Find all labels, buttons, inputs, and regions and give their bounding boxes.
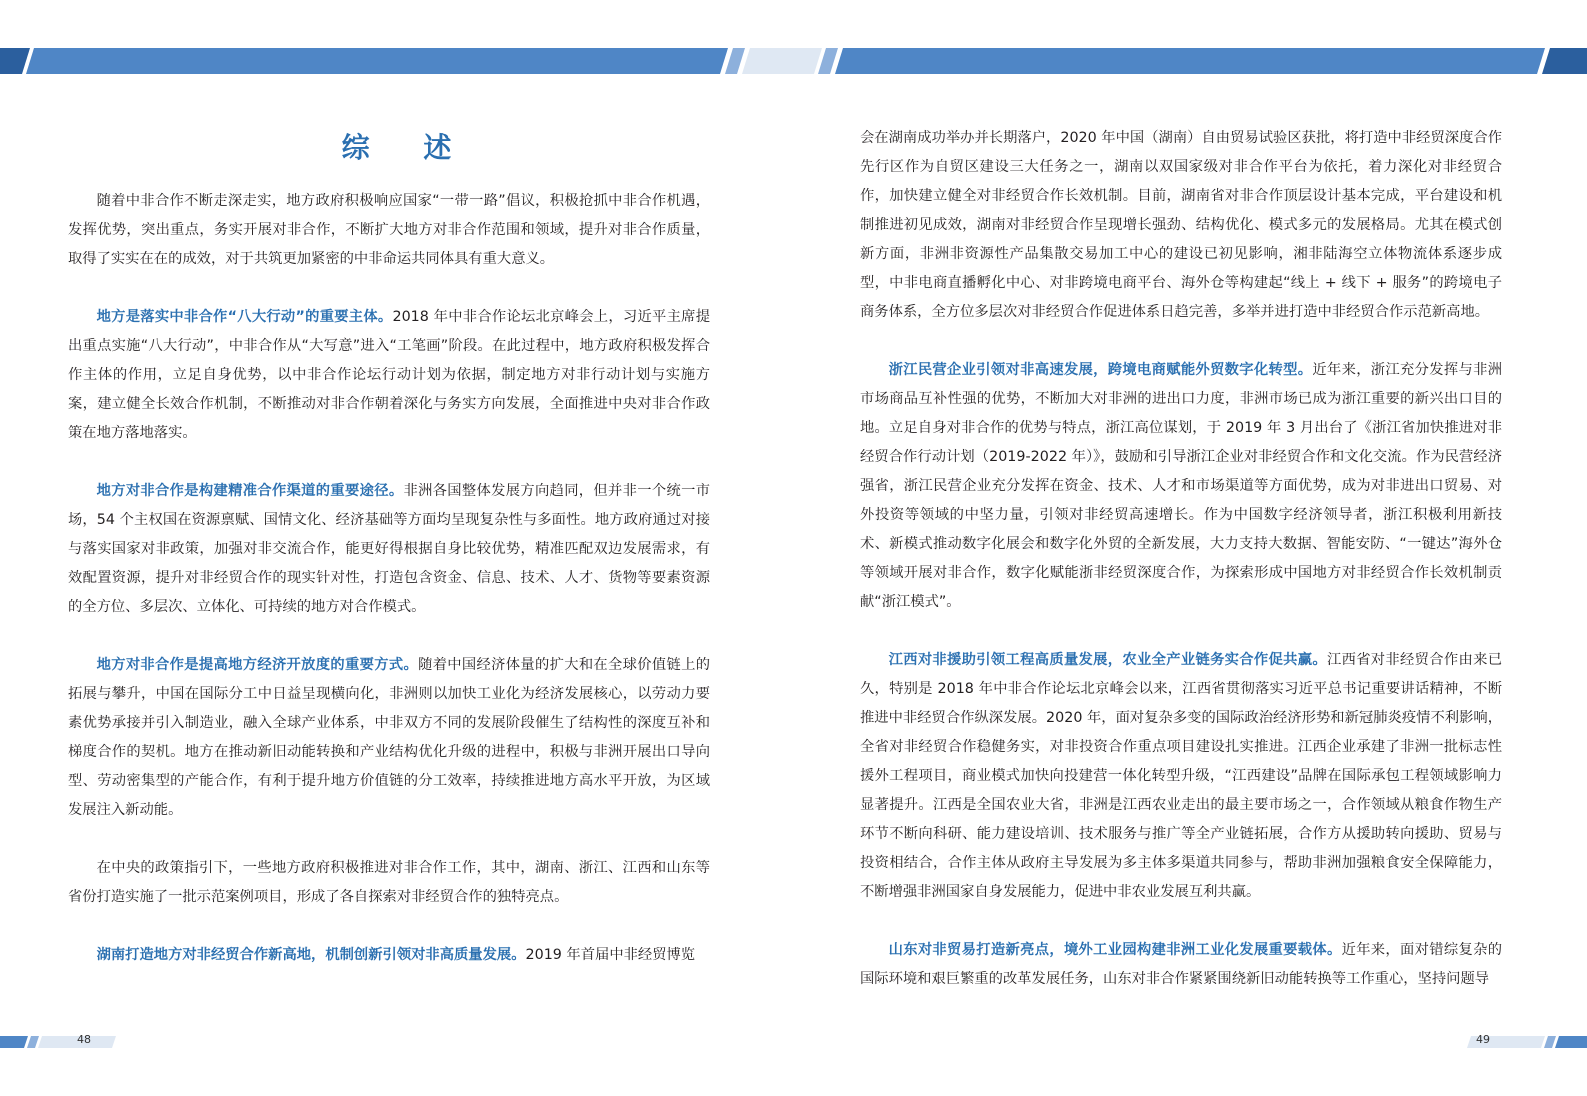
right-page bbox=[794, 0, 1587, 1096]
paragraph-lead: 江西对非援助引领工程高质量发展，农业全产业链务实合作促共赢。 bbox=[888, 652, 1327, 668]
paragraph bbox=[68, 187, 710, 274]
paragraph-text: 近年来，面对错综复杂的国际环境和艰巨繁重的改革发展任务，山东对非合作紧紧围绕新旧动能转换等工作重心，坚持问题导 bbox=[860, 942, 1502, 987]
footer-band-left bbox=[0, 1033, 120, 1045]
paragraph bbox=[68, 854, 710, 912]
paragraph-lead: 山东对非贸易打造新亮点，境外工业园构建非洲工业化发展重要载体。 bbox=[888, 942, 1342, 958]
paragraph-lead: 地方对非合作是构建精准合作渠道的重要途径。 bbox=[96, 483, 404, 499]
left-body-text bbox=[68, 187, 710, 970]
paragraph-text: 2018 年中非合作论坛北京峰会上，习近平主席提出重点实施“八大行动”，中非合作从“大写意”进入“工笔画”阶段。在此过程中，地方政府积极发挥合作主体的作用，立足自身优势，以中非合作论坛行动计划为依据，制定地方对非行动计划与实施方案，建立健全长效合作机制，不断推动对非合作朝着深化与务实方向发展，全面推进中央对非合作政策在地方落地落实。 bbox=[68, 309, 710, 441]
paragraph-text: 江西省对非经贸合作由来已久，特别是 2018 年中非合作论坛北京峰会以来，江西省贯彻落实习近平总书记重要讲话精神，不断推进中非经贸合作纵深发展。2020 年，面对复杂多变的国际政治经济形势和新冠肺炎疫情不利影响，全省对非经贸合作稳健务实，对非投资合作重点项目建设扎实推进。江西企业承建了非洲一批标志性援外工程项目，商业模式加快向投建营一体化转型升级，“江西建设”品牌在国际承包工程领域影响力显著提升。江西是全国农业大省，非洲是江西农业走出的最主要市场之一，合作领域从粮食作物生产环节不断向科研、能力建设培训、技术服务与推广等全产业链拓展，合作方从援助转向援助、贸易与投资相结合，合作主体从政府主导发展为多主体多渠道共同参与，帮助非洲加强粮食安全保障能力，不断增强非洲国家自身发展能力，促进中非农业发展互利共赢。 bbox=[860, 652, 1503, 900]
paragraph bbox=[68, 303, 710, 448]
paragraph bbox=[860, 124, 1502, 327]
paragraph bbox=[860, 646, 1502, 907]
paragraph-text: 随着中非合作不断走深走实，地方政府积极响应国家“一带一路”倡议，积极抢抓中非合作机遇，发挥优势，突出重点，务实开展对非合作，不断扩大地方对非合作范围和领域，提升对非合作质量，取得了实实在在的成效，对于共筑更加紧密的中非命运共同体具有重大意义。 bbox=[68, 193, 710, 267]
paragraph-lead: 浙江民营企业引领对非高速发展，跨境电商赋能外贸数字化转型。 bbox=[888, 362, 1313, 378]
page-number-left: 48 bbox=[77, 1033, 91, 1046]
paragraph-lead: 地方对非合作是提高地方经济开放度的重要方式。 bbox=[96, 657, 419, 673]
paragraph-text: 2019 年首届中非经贸博览 bbox=[525, 947, 696, 963]
paragraph bbox=[860, 356, 1502, 617]
page-number-right: 49 bbox=[1476, 1033, 1490, 1046]
left-page bbox=[0, 0, 793, 1096]
paragraph bbox=[68, 477, 710, 622]
paragraph-text: 随着中国经济体量的扩大和在全球价值链上的拓展与攀升，中国在国际分工中日益呈现横向化，非洲则以加快工业化为经济发展核心，以劳动力要素优势承接并引入制造业，融入全球产业体系，中非双方不同的发展阶段催生了结构性的深度互补和梯度合作的契机。地方在推动新旧动能转换和产业结构优化升级的进程中，积极与非洲开展出口导向型、劳动密集型的产能合作，有利于提升地方价值链的分工效率，持续推进地方高水平开放，为区域发展注入新动能。 bbox=[68, 657, 711, 818]
paragraph bbox=[860, 936, 1502, 994]
paragraph-text: 会在湖南成功举办并长期落户，2020 年中国（湖南）自由贸易试验区获批，将打造中非经贸深度合作先行区作为自贸区建设三大任务之一，湖南以双国家级对非合作平台为依托，着力深化对非经贸合作，加快建立健全对非经贸合作长效机制。目前，湖南省对非合作顶层设计基本完成，平台建设和机制推进初见成效，湖南对非经贸合作呈现增长强劲、结构优化、模式多元的发展格局。尤其在模式创新方面，非洲非资源性产品集散交易加工中心的建设已初见影响，湘非陆海空立体物流体系逐步成型，中非电商直播孵化中心、对非跨境电商平台、海外仓等构建起“线上 + 线下 + 服务”的跨境电子商务体系，全方位多层次对非经贸合作促进体系日趋完善，多举并进打造中非经贸合作示范新高地。 bbox=[860, 130, 1502, 320]
paragraph-text: 非洲各国整体发展方向趋同，但并非一个统一市场，54 个主权国在资源禀赋、国情文化、经济基础等方面均呈现复杂性与多面性。地方政府通过对接与落实国家对非政策，加强对非交流合作，能更好得根据自身比较优势，精准匹配双边发展需求，有效配置资源，提升对非经贸合作的现实针对性，打造包含资金、信息、技术、人才、货物等要素资源的全方位、多层次、立体化、可持续的地方对合作模式。 bbox=[68, 483, 710, 615]
paragraph-lead: 湖南打造地方对非经贸合作新高地，机制创新引领对非高质量发展。 bbox=[96, 947, 526, 963]
paragraph bbox=[68, 941, 710, 970]
right-body-text bbox=[860, 124, 1502, 994]
paragraph-text: 近年来，浙江充分发挥与非洲市场商品互补性强的优势，不断加大对非洲的进出口力度，非洲市场已成为浙江重要的新兴出口目的地。立足自身对非合作的优势与特点，浙江高位谋划，于 2019 年 3 月出台了《浙江省加快推进对非经贸合作行动计划（2019-2022 年）》，鼓励和引导浙江企业对非经贸合作和文化交流。作为民营经济强省，浙江民营企业充分发挥在资金、技术、人才和市场渠道等方面优势，成为对非进出口贸易、对外投资等领域的中坚力量，引领对非经贸高速增长。作为中国数字经济领导者，浙江积极利用新技术、新模式推动数字化展会和数字化外贸的全新发展，大力支持大数据、智能安防、“一键达”海外仓等领域开展对非合作，数字化赋能浙非经贸深度合作，为探索形成中国地方对非经贸合作长效机制贡献“浙江模式”。 bbox=[860, 362, 1503, 610]
paragraph-text: 在中央的政策指引下，一些地方政府积极推进对非合作工作，其中，湖南、浙江、江西和山东等省份打造实施了一批示范案例项目，形成了各自探索对非经贸合作的独特亮点。 bbox=[68, 860, 710, 905]
paragraph-lead: 地方是落实中非合作“八大行动”的重要主体。 bbox=[96, 309, 393, 325]
paragraph bbox=[68, 651, 710, 825]
page-title: 综 述 bbox=[341, 131, 474, 164]
